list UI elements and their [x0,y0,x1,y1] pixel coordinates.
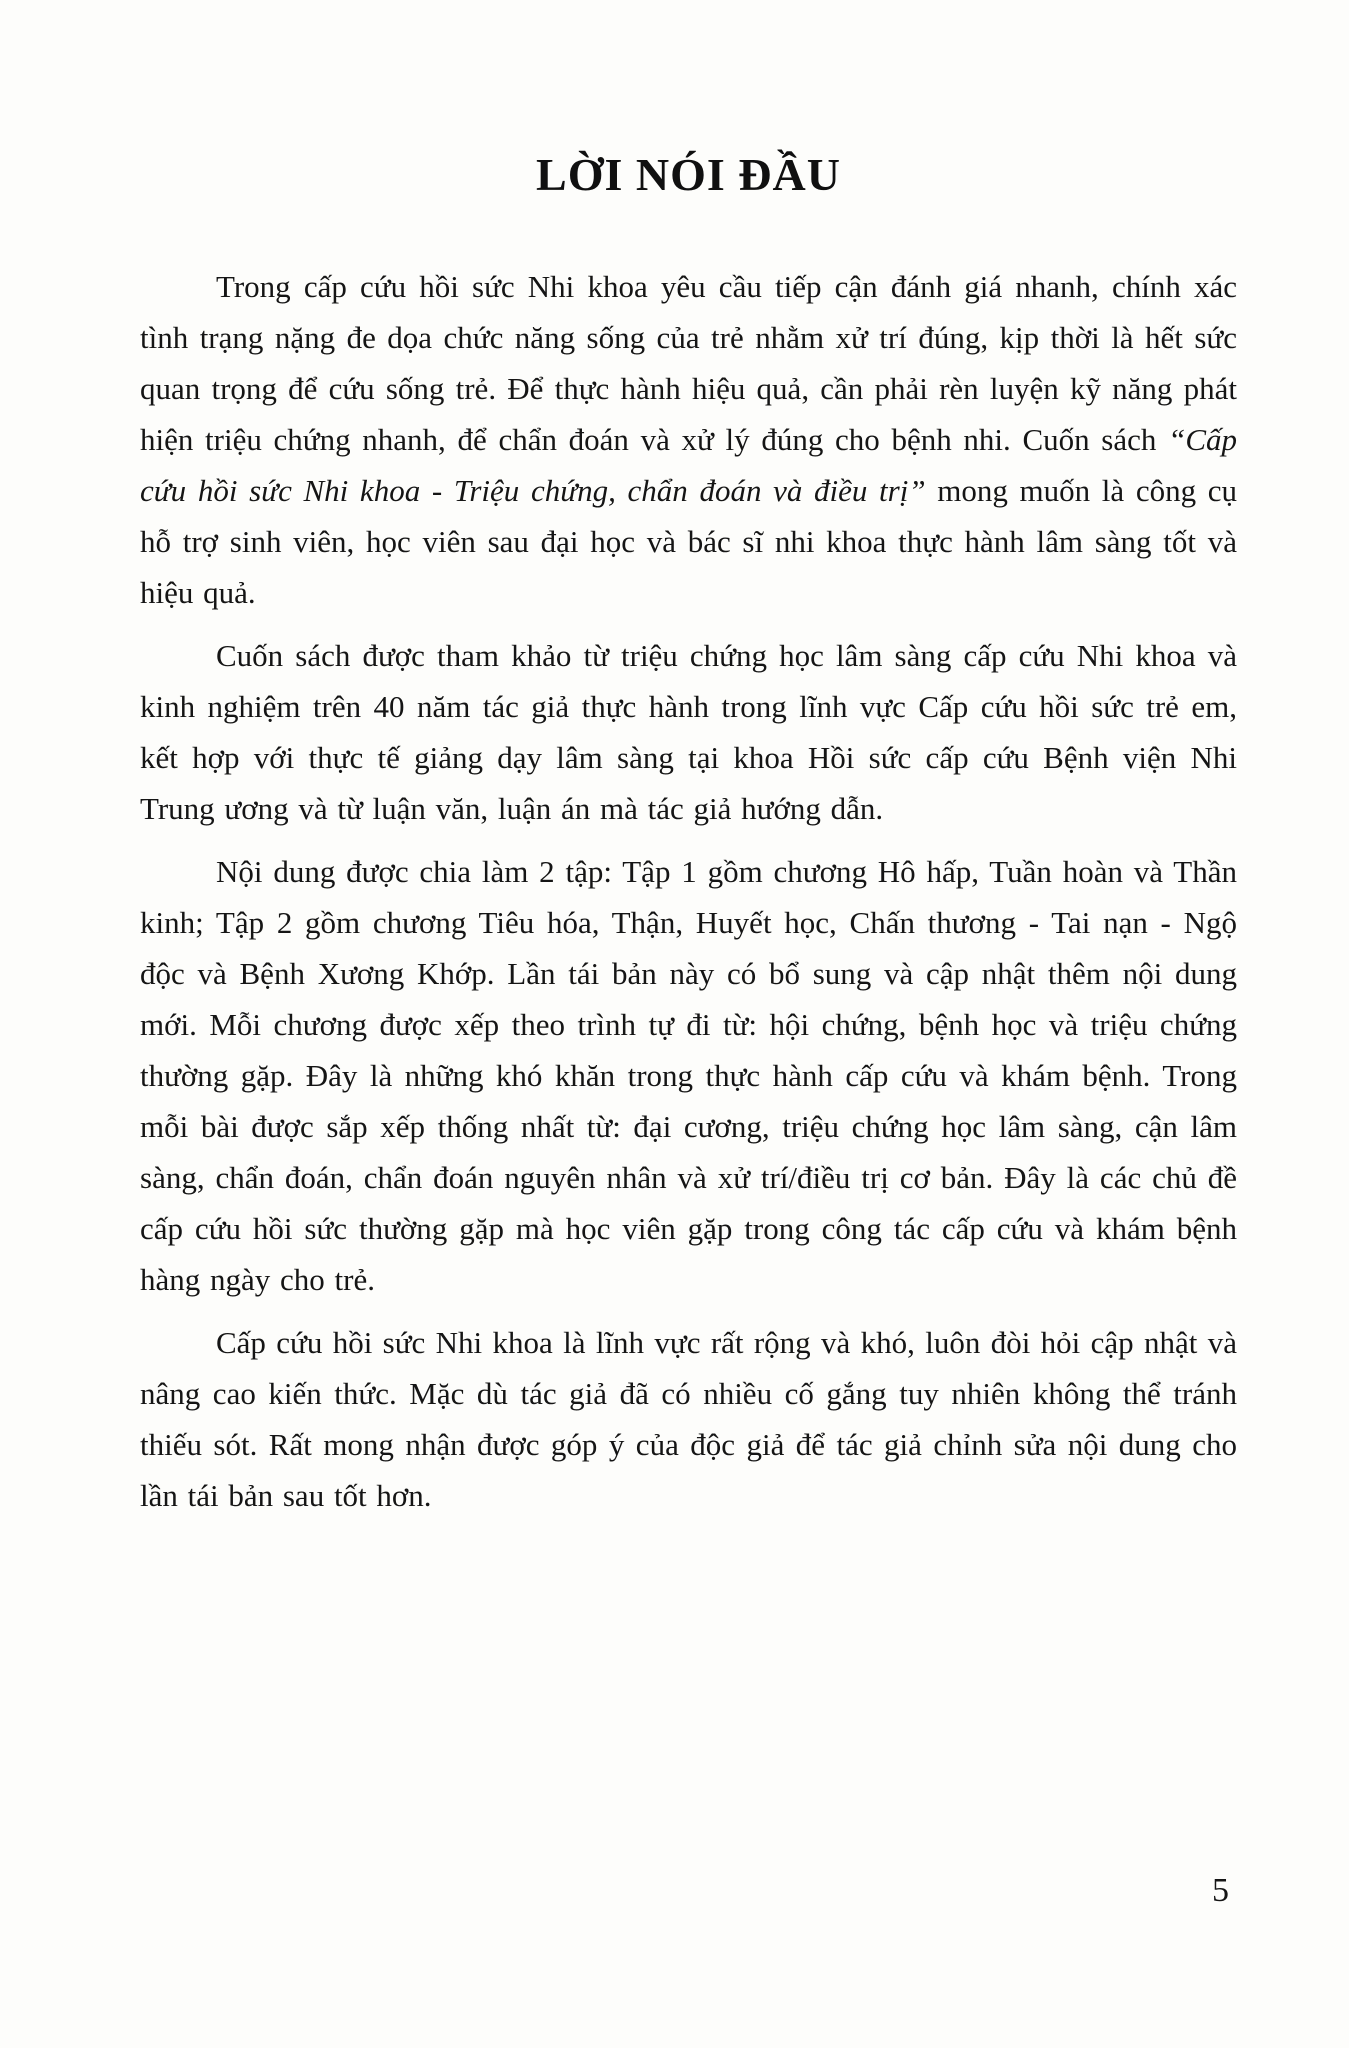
paragraph-1 [140,261,1237,618]
book-title-italic: “Cấp cứu hồi sức Nhi khoa - Triệu chứng, chẩn đoán và điều trị” [140,422,1237,508]
page-number: 5 [1212,1872,1229,1909]
page-title: LỜI NÓI ĐẦU [536,149,841,200]
paragraph-1-text-start: Trong cấp cứu hồi sức Nhi khoa yêu cầu tiếp cận đánh giá nhanh, chính xác tình trạng nặng đe dọa chức năng sống của trẻ nhằm xử trí đúng, kịp thời là hết sức quan trọng để cứu sống trẻ. Để thực hành hiệu quả, cần phải rèn luyện kỹ năng phát hiện triệu chứng nhanh, để chẩn đoán và xử lý đúng cho bệnh nhi. Cuốn sách [140,269,1237,457]
paragraph-1-text-end: mong muốn là công cụ hỗ trợ sinh viên, học viên sau đại học và bác sĩ nhi khoa thực hành lâm sàng tốt và hiệu quả. [140,473,1238,610]
paragraph-2: Cuốn sách được tham khảo từ triệu chứng học lâm sàng cấp cứu Nhi khoa và kinh nghiệm trên 40 năm tác giả thực hành trong lĩnh vực Cấp cứu hồi sức trẻ em, kết hợp với thực tế giảng dạy lâm sàng tại khoa Hồi sức cấp cứu Bệnh viện Nhi Trung ương và từ luận văn, luận án mà tác giả hướng dẫn. [140,638,1237,826]
paragraph-3: Nội dung được chia làm 2 tập: Tập 1 gồm chương Hô hấp, Tuần hoàn và Thần kinh; Tập 2 gồm chương Tiêu hóa, Thận, Huyết học, Chấn thương - Tai nạn - Ngộ độc và Bệnh Xương Khớp. Lần tái bản này có bổ sung và cập nhật thêm nội dung mới. Mỗi chương được xếp theo trình tự đi từ: hội chứng, bệnh học và triệu chứng thường gặp. Đây là những khó khăn trong thực hành cấp cứu và khám bệnh. Trong mỗi bài được sắp xếp thống nhất từ: đại cương, triệu chứng học lâm sàng, cận lâm sàng, chẩn đoán, chẩn đoán nguyên nhân và xử trí/điều trị cơ bản. Đây là các chủ đề cấp cứu hồi sức thường gặp mà học viên gặp trong công tác cấp cứu và khám bệnh hàng ngày cho trẻ. [140,854,1237,1297]
paragraph-4: Cấp cứu hồi sức Nhi khoa là lĩnh vực rất rộng và khó, luôn đòi hỏi cập nhật và nâng cao kiến thức. Mặc dù tác giả đã có nhiều cố gắng tuy nhiên không thể tránh thiếu sót. Rất mong nhận được góp ý của độc giả để tác giả chỉnh sửa nội dung cho lần tái bản sau tốt hơn. [140,1325,1237,1513]
